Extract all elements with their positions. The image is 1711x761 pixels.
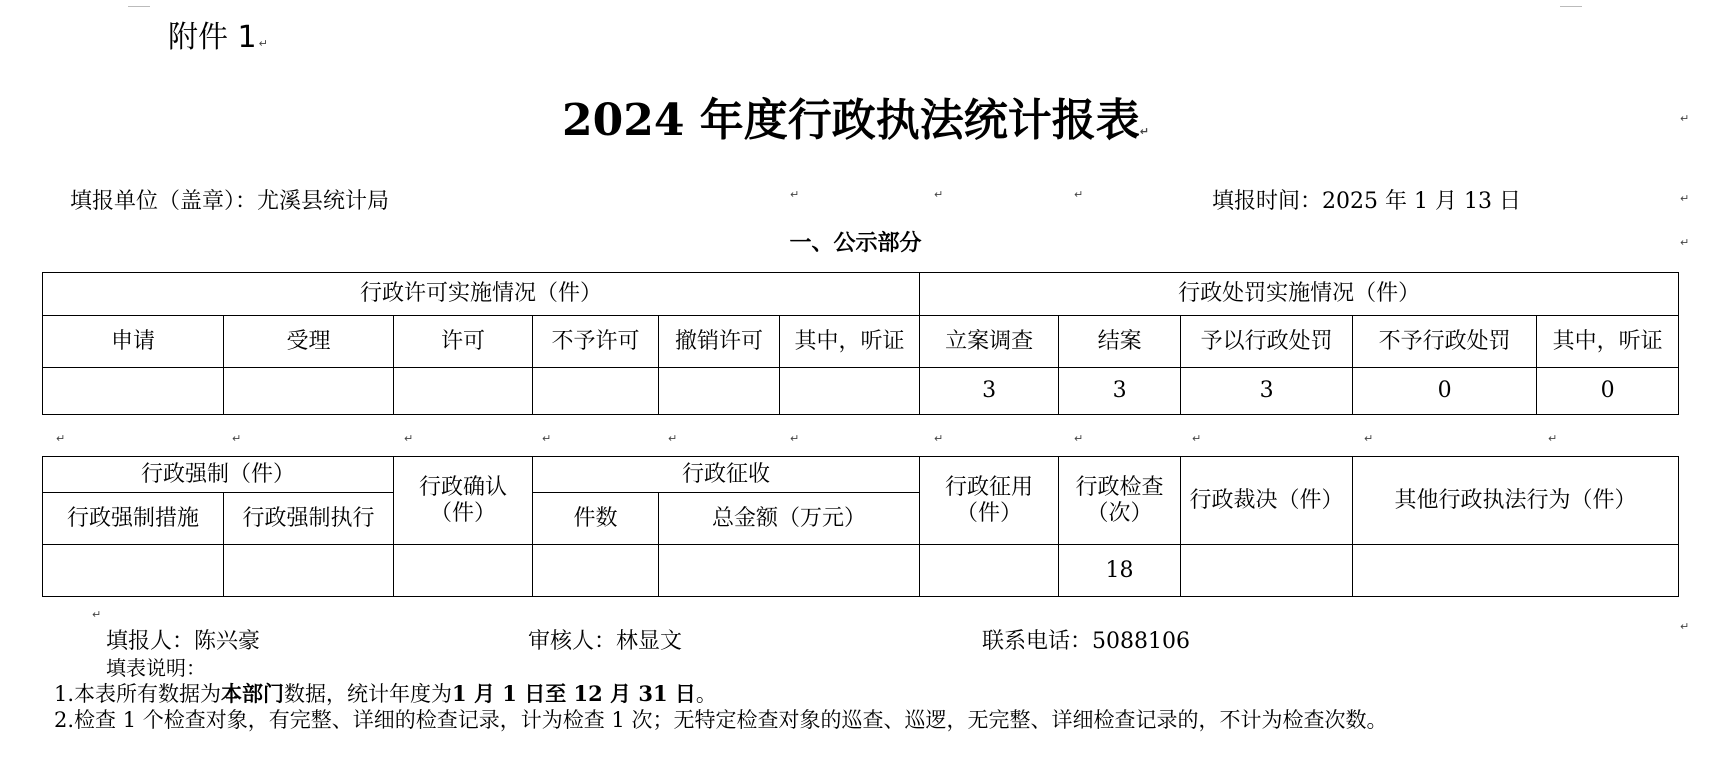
table-cell: 3 <box>920 368 1059 415</box>
penalty-license-table <box>42 272 1679 415</box>
table-cell: 0 <box>1537 368 1679 415</box>
fill-unit: 填报单位（盖章）：尤溪县统计局 <box>70 189 390 214</box>
enforcement-table <box>42 456 1679 597</box>
paragraph-mark: ↵ <box>1548 432 1558 445</box>
column-header: 立案调查 <box>920 316 1059 368</box>
paragraph-mark: ↵ <box>668 432 678 445</box>
paragraph-mark: ↵ <box>790 432 800 445</box>
column-header: 予以行政处罚 <box>1181 316 1353 368</box>
paragraph-mark: ↵ <box>1680 620 1690 633</box>
table-cell: 3 <box>1059 368 1181 415</box>
column-header: 许可 <box>394 316 533 368</box>
levy-header: 行政征收 <box>533 457 920 493</box>
table-cell <box>1181 545 1353 597</box>
emphasis-text: 1 月 1 日至 12 月 31 日 <box>452 681 696 706</box>
table-cell <box>224 545 394 597</box>
table-cell <box>780 368 920 415</box>
column-header: 不予许可 <box>533 316 659 368</box>
column-header: 总金额（万元） <box>659 493 920 545</box>
table-cell <box>1353 545 1679 597</box>
paragraph-mark: ↵ <box>258 37 268 50</box>
paragraph-mark: ↵ <box>56 432 66 445</box>
table-cell <box>533 545 659 597</box>
paragraph-mark: ↵ <box>934 432 944 445</box>
enforcement-header: 行政强制（件） <box>43 457 394 493</box>
table-cell <box>920 545 1059 597</box>
crop-mark-left <box>128 0 150 7</box>
column-header: 撤销许可 <box>659 316 780 368</box>
table-cell <box>394 368 533 415</box>
paragraph-mark: ↵ <box>1680 192 1690 205</box>
table-cell <box>533 368 659 415</box>
table-cell <box>659 368 780 415</box>
paragraph-mark: ↵ <box>1074 432 1084 445</box>
paragraph-mark: ↵ <box>1364 432 1374 445</box>
column-header: 行政强制措施 <box>43 493 224 545</box>
paragraph-mark: ↵ <box>1192 432 1202 445</box>
inspection-header: 行政检查（次） <box>1059 457 1181 545</box>
paragraph-mark: ↵ <box>542 432 552 445</box>
fill-time: 填报时间：2025 年 1 月 13 日 <box>1212 189 1521 214</box>
paragraph-mark: ↵ <box>1680 112 1690 125</box>
table-cell <box>43 545 224 597</box>
column-header: 结案 <box>1059 316 1181 368</box>
column-header: 件数 <box>533 493 659 545</box>
phone-label: 联系电话：5088106 <box>982 629 1190 654</box>
column-header: 受理 <box>224 316 394 368</box>
paragraph-mark: ↵ <box>404 432 414 445</box>
reviewer-label: 审核人：林显文 <box>528 629 683 654</box>
table-cell <box>43 368 224 415</box>
ruling-header: 行政裁决（件） <box>1181 457 1353 545</box>
table-cell <box>394 545 533 597</box>
paragraph-mark: ↵ <box>1680 236 1690 249</box>
other-enforcement-header: 其他行政执法行为（件） <box>1353 457 1679 545</box>
paragraph-mark: ↵ <box>934 188 944 201</box>
attachment-label: 附件 1 ↵ <box>168 20 268 55</box>
note-1: 1.本表所有数据为本部门数据，统计年度为1 月 1 日至 12 月 31 日。 <box>54 681 717 706</box>
notes-title: 填表说明： <box>106 656 206 680</box>
paragraph-mark: ↵ <box>232 432 242 445</box>
table-cell <box>224 368 394 415</box>
note-2: 2.检查 1 个检查对象，有完整、详细的检查记录，计为检查 1 次；无特定检查对象的巡查、巡逻，无完整、详细检查记录的，不计为检查次数。 <box>54 708 1388 732</box>
crop-mark-right <box>1560 0 1582 7</box>
table-cell: 3 <box>1181 368 1353 415</box>
page-title: 2024 年度行政执法统计报表↵ <box>562 95 1149 146</box>
confirmation-header: 行政确认（件） <box>394 457 533 545</box>
column-header: 其中，听证 <box>780 316 920 368</box>
penalty-group-header: 行政处罚实施情况（件） <box>920 273 1679 316</box>
column-header: 申请 <box>43 316 224 368</box>
section-title: 一、公示部分 <box>789 231 922 256</box>
paragraph-mark: ↵ <box>790 188 800 201</box>
filler-label: 填报人：陈兴豪 <box>106 629 261 654</box>
emphasis-text: 本部门 <box>221 681 285 706</box>
column-header: 其中，听证 <box>1537 316 1679 368</box>
table-cell <box>659 545 920 597</box>
license-group-header: 行政许可实施情况（件） <box>43 273 920 316</box>
requisition-header: 行政征用（件） <box>920 457 1059 545</box>
table-cell: 0 <box>1353 368 1537 415</box>
column-header: 不予行政处罚 <box>1353 316 1537 368</box>
table-cell: 18 <box>1059 545 1181 597</box>
paragraph-mark: ↵ <box>92 608 102 621</box>
paragraph-mark: ↵ <box>1139 125 1149 138</box>
paragraph-mark: ↵ <box>1074 188 1084 201</box>
column-header: 行政强制执行 <box>224 493 394 545</box>
